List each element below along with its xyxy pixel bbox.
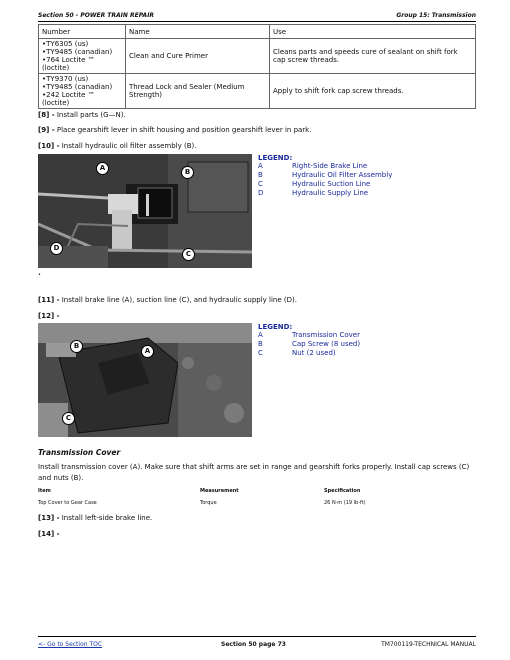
step-number: [12] - xyxy=(38,312,60,320)
table-row xyxy=(39,74,476,109)
legend-item: C Nut (2 used) xyxy=(258,349,336,357)
transmission-cover-paragraph: Install transmission cover (A). Make sure that shift arms are set in range and gearshift forks properly. Install cap screws (C) and nuts (B). xyxy=(38,463,470,482)
step-number: [9] - xyxy=(38,126,55,134)
callout-b: B xyxy=(70,340,83,353)
transmission-cover-photo xyxy=(38,323,252,437)
spec-specification: 26 N·m (19 lb-ft) xyxy=(324,500,366,506)
callout-b: B xyxy=(181,166,194,179)
section-title: Section 50 - POWER TRAIN REPAIR xyxy=(38,12,155,19)
hydraulic-filter-illustration xyxy=(38,154,252,268)
table-cell-use: Apply to shift fork cap screw threads. xyxy=(270,74,476,109)
page-header xyxy=(38,10,476,22)
callout-c: C xyxy=(62,412,75,425)
part-number: • TY6305 (us) xyxy=(42,40,122,48)
table-cell-use: Cleans parts and speeds cure of sealant on shift fork cap screw threads. xyxy=(270,39,476,74)
column-header-use: Use xyxy=(270,25,476,39)
step-text: Install brake line (A), suction line (C), and hydraulic supply line (D). xyxy=(61,296,297,304)
table-header-row xyxy=(39,25,476,39)
stray-mark: • xyxy=(38,272,41,278)
step-12 xyxy=(38,312,59,320)
part-number: • 764 Loctite ™ (loctite) xyxy=(42,56,122,72)
legend-item: A Transmission Cover xyxy=(258,331,360,339)
legend-item: A Right-Side Brake Line xyxy=(258,162,368,170)
part-number: • 242 Loctite ™ (loctite) xyxy=(42,91,122,107)
group-title: Group 15: Transmission xyxy=(396,12,476,19)
legend-transmission-cover xyxy=(258,323,360,358)
legend-item: C Hydraulic Suction Line xyxy=(258,180,371,188)
table-cell-number xyxy=(39,39,126,74)
callout-a: A xyxy=(141,345,154,358)
spec-header-item: Item xyxy=(38,488,51,494)
spec-header-specification: Specification xyxy=(324,488,361,494)
legend-item: B Cap Screw (8 used) xyxy=(258,340,361,348)
step-text: Install parts (G—N). xyxy=(56,111,126,119)
step-number: [10] - xyxy=(38,142,60,150)
step-number: [14] - xyxy=(38,530,60,538)
step-11 xyxy=(38,296,297,304)
hydraulic-filter-photo xyxy=(38,154,252,268)
callout-a: A xyxy=(96,162,109,175)
step-text: Install hydraulic oil filter assembly (B). xyxy=(61,142,197,150)
part-number: • TY9370 (us) xyxy=(42,75,122,83)
page-footer xyxy=(38,636,476,648)
section-toc-link[interactable]: <- Go to Section TOC xyxy=(38,641,103,648)
step-14 xyxy=(38,530,59,538)
column-header-name: Name xyxy=(126,25,270,39)
transmission-cover-heading: Transmission Cover xyxy=(38,448,121,457)
spec-measurement: Torque xyxy=(200,500,217,506)
step-text: Place gearshift lever in shift housing and position gearshift lever in park. xyxy=(56,126,312,134)
step-number: [13] - xyxy=(38,514,60,522)
step-13 xyxy=(38,514,152,522)
part-number: • TY9485 (canadian) xyxy=(42,48,122,56)
parts-table xyxy=(38,24,476,109)
legend-item: D Hydraulic Supply Line xyxy=(258,189,369,197)
table-cell-name: Thread Lock and Sealer (Medium Strength) xyxy=(126,74,270,109)
table-cell-name: Clean and Cure Primer xyxy=(126,39,270,74)
spec-item: Top Cover to Gear Case xyxy=(38,500,97,506)
spec-header-measurement: Measurement xyxy=(200,488,239,494)
table-row xyxy=(39,39,476,74)
table-cell-number xyxy=(39,74,126,109)
callout-c: C xyxy=(182,248,195,261)
step-8 xyxy=(38,111,126,119)
legend-title: LEGEND: xyxy=(258,154,293,162)
column-header-number: Number xyxy=(39,25,126,39)
callout-d: D xyxy=(50,242,63,255)
step-text: Install left-side brake line. xyxy=(61,514,153,522)
legend-item: B Hydraulic Oil Filter Assembly xyxy=(258,171,393,179)
step-9 xyxy=(38,126,311,134)
legend-title: LEGEND: xyxy=(258,323,293,331)
step-number: [8] - xyxy=(38,111,55,119)
part-number: • TY9485 (canadian) xyxy=(42,83,122,91)
page-number: Section 50 page 73 xyxy=(221,641,286,648)
manual-id: TM700119-TECHNICAL MANUAL xyxy=(381,641,476,648)
step-10 xyxy=(38,142,196,150)
step-number: [11] - xyxy=(38,296,60,304)
legend-filter xyxy=(258,154,392,198)
